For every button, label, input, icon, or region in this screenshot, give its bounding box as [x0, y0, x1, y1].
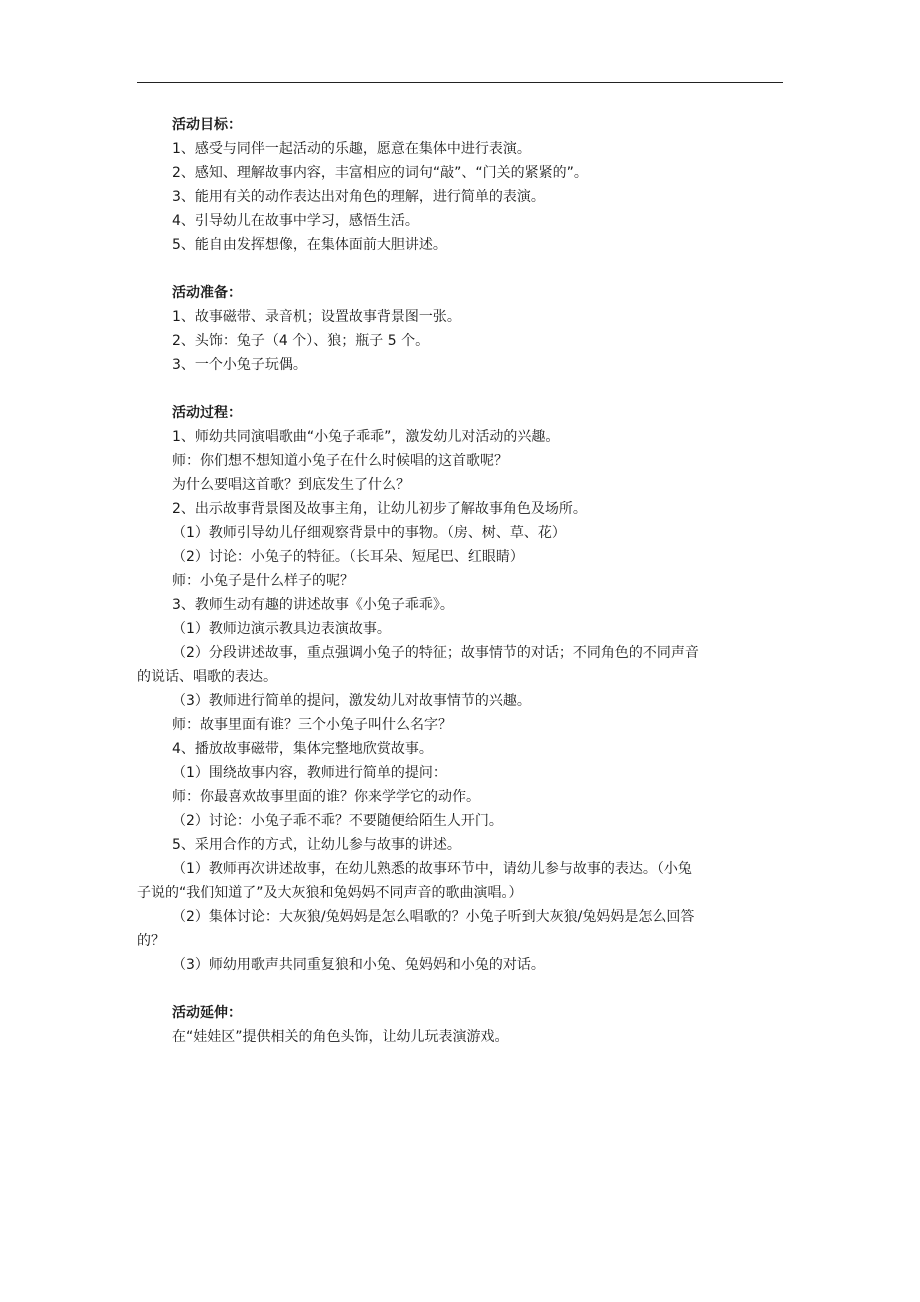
- goal-line: 5、能自由发挥想像，在集体面前大胆讲述。: [172, 237, 447, 253]
- process-line: 为什么要唱这首歌？到底发生了什么？: [172, 477, 410, 493]
- process-line: 1、师幼共同演唱歌曲“小兔子乖乖”，激发幼儿对活动的兴趣。: [172, 429, 560, 445]
- section-title-process: 活动过程：: [172, 405, 242, 421]
- process-line: （2）分段讲述故事，重点强调小兔子的特征；故事情节的对话；不同角色的不同声音: [172, 645, 699, 661]
- process-line: （2）讨论：小兔子乖不乖？不要随便给陌生人开门。: [172, 813, 503, 829]
- prep-line: 2、头饰：兔子（4 个）、狼；瓶子 5 个。: [172, 333, 430, 349]
- goal-line: 3、能用有关的动作表达出对角色的理解，进行简单的表演。: [172, 189, 545, 205]
- process-line-continuation: 子说的“我们知道了”及大灰狼和兔妈妈不同声音的歌曲演唱。）: [137, 885, 523, 901]
- process-line: （1）教师引导幼儿仔细观察背景中的事物。（房、树、草、花）: [172, 525, 566, 541]
- process-line-continuation: 的说话、唱歌的表达。: [137, 669, 277, 685]
- process-line: 3、教师生动有趣的讲述故事《小兔子乖乖》。: [172, 597, 454, 613]
- process-line: 师：你最喜欢故事里面的谁？你来学学它的动作。: [172, 789, 480, 805]
- document-body: [137, 113, 792, 1049]
- process-line: 4、播放故事磁带，集体完整地欣赏故事。: [172, 741, 433, 757]
- process-line: （2）集体讨论：大灰狼/兔妈妈是怎么唱歌的？小兔子听到大灰狼/兔妈妈是怎么回答: [172, 909, 695, 925]
- section-title-extension: 活动延伸：: [172, 1005, 242, 1021]
- process-line: （1）教师边演示教具边表演故事。: [172, 621, 391, 637]
- section-spacer: [172, 257, 792, 281]
- process-line: （1）教师再次讲述故事，在幼儿熟悉的故事环节中，请幼儿参与故事的表达。（小兔: [172, 861, 692, 877]
- goal-line: 1、感受与同伴一起活动的乐趣，愿意在集体中进行表演。: [172, 141, 531, 157]
- goal-line: 2、感知、理解故事内容，丰富相应的词句“敲”、“门关的紧紧的”。: [172, 165, 588, 181]
- process-line: （3）师幼用歌声共同重复狼和小兔、兔妈妈和小兔的对话。: [172, 957, 545, 973]
- goal-line: 4、引导幼儿在故事中学习，感悟生活。: [172, 213, 419, 229]
- process-line: （3）教师进行简单的提问，激发幼儿对故事情节的兴趣。: [172, 693, 531, 709]
- section-title-prep: 活动准备：: [172, 285, 242, 301]
- process-line: （2）讨论：小兔子的特征。（长耳朵、短尾巴、红眼睛）: [172, 549, 524, 565]
- process-line: 师：故事里面有谁？三个小兔子叫什么名字？: [172, 717, 452, 733]
- section-spacer: [172, 377, 792, 401]
- process-line: 师：小兔子是什么样子的呢？: [172, 573, 354, 589]
- process-line: 师：你们想不想知道小兔子在什么时候唱的这首歌呢？: [172, 453, 508, 469]
- section-spacer: [172, 977, 792, 1001]
- process-line-continuation: 的？: [137, 933, 165, 949]
- process-line: 2、出示故事背景图及故事主角，让幼儿初步了解故事角色及场所。: [172, 501, 587, 517]
- prep-line: 3、一个小兔子玩偶。: [172, 357, 307, 373]
- section-title-goals: 活动目标：: [172, 117, 242, 133]
- prep-line: 1、故事磁带、录音机；设置故事背景图一张。: [172, 309, 461, 325]
- extension-line: 在“娃娃区”提供相关的角色头饰，让幼儿玩表演游戏。: [172, 1029, 509, 1045]
- header-rule: [137, 82, 783, 83]
- process-line: （1）围绕故事内容，教师进行简单的提问：: [172, 765, 447, 781]
- process-line: 5、采用合作的方式，让幼儿参与故事的讲述。: [172, 837, 461, 853]
